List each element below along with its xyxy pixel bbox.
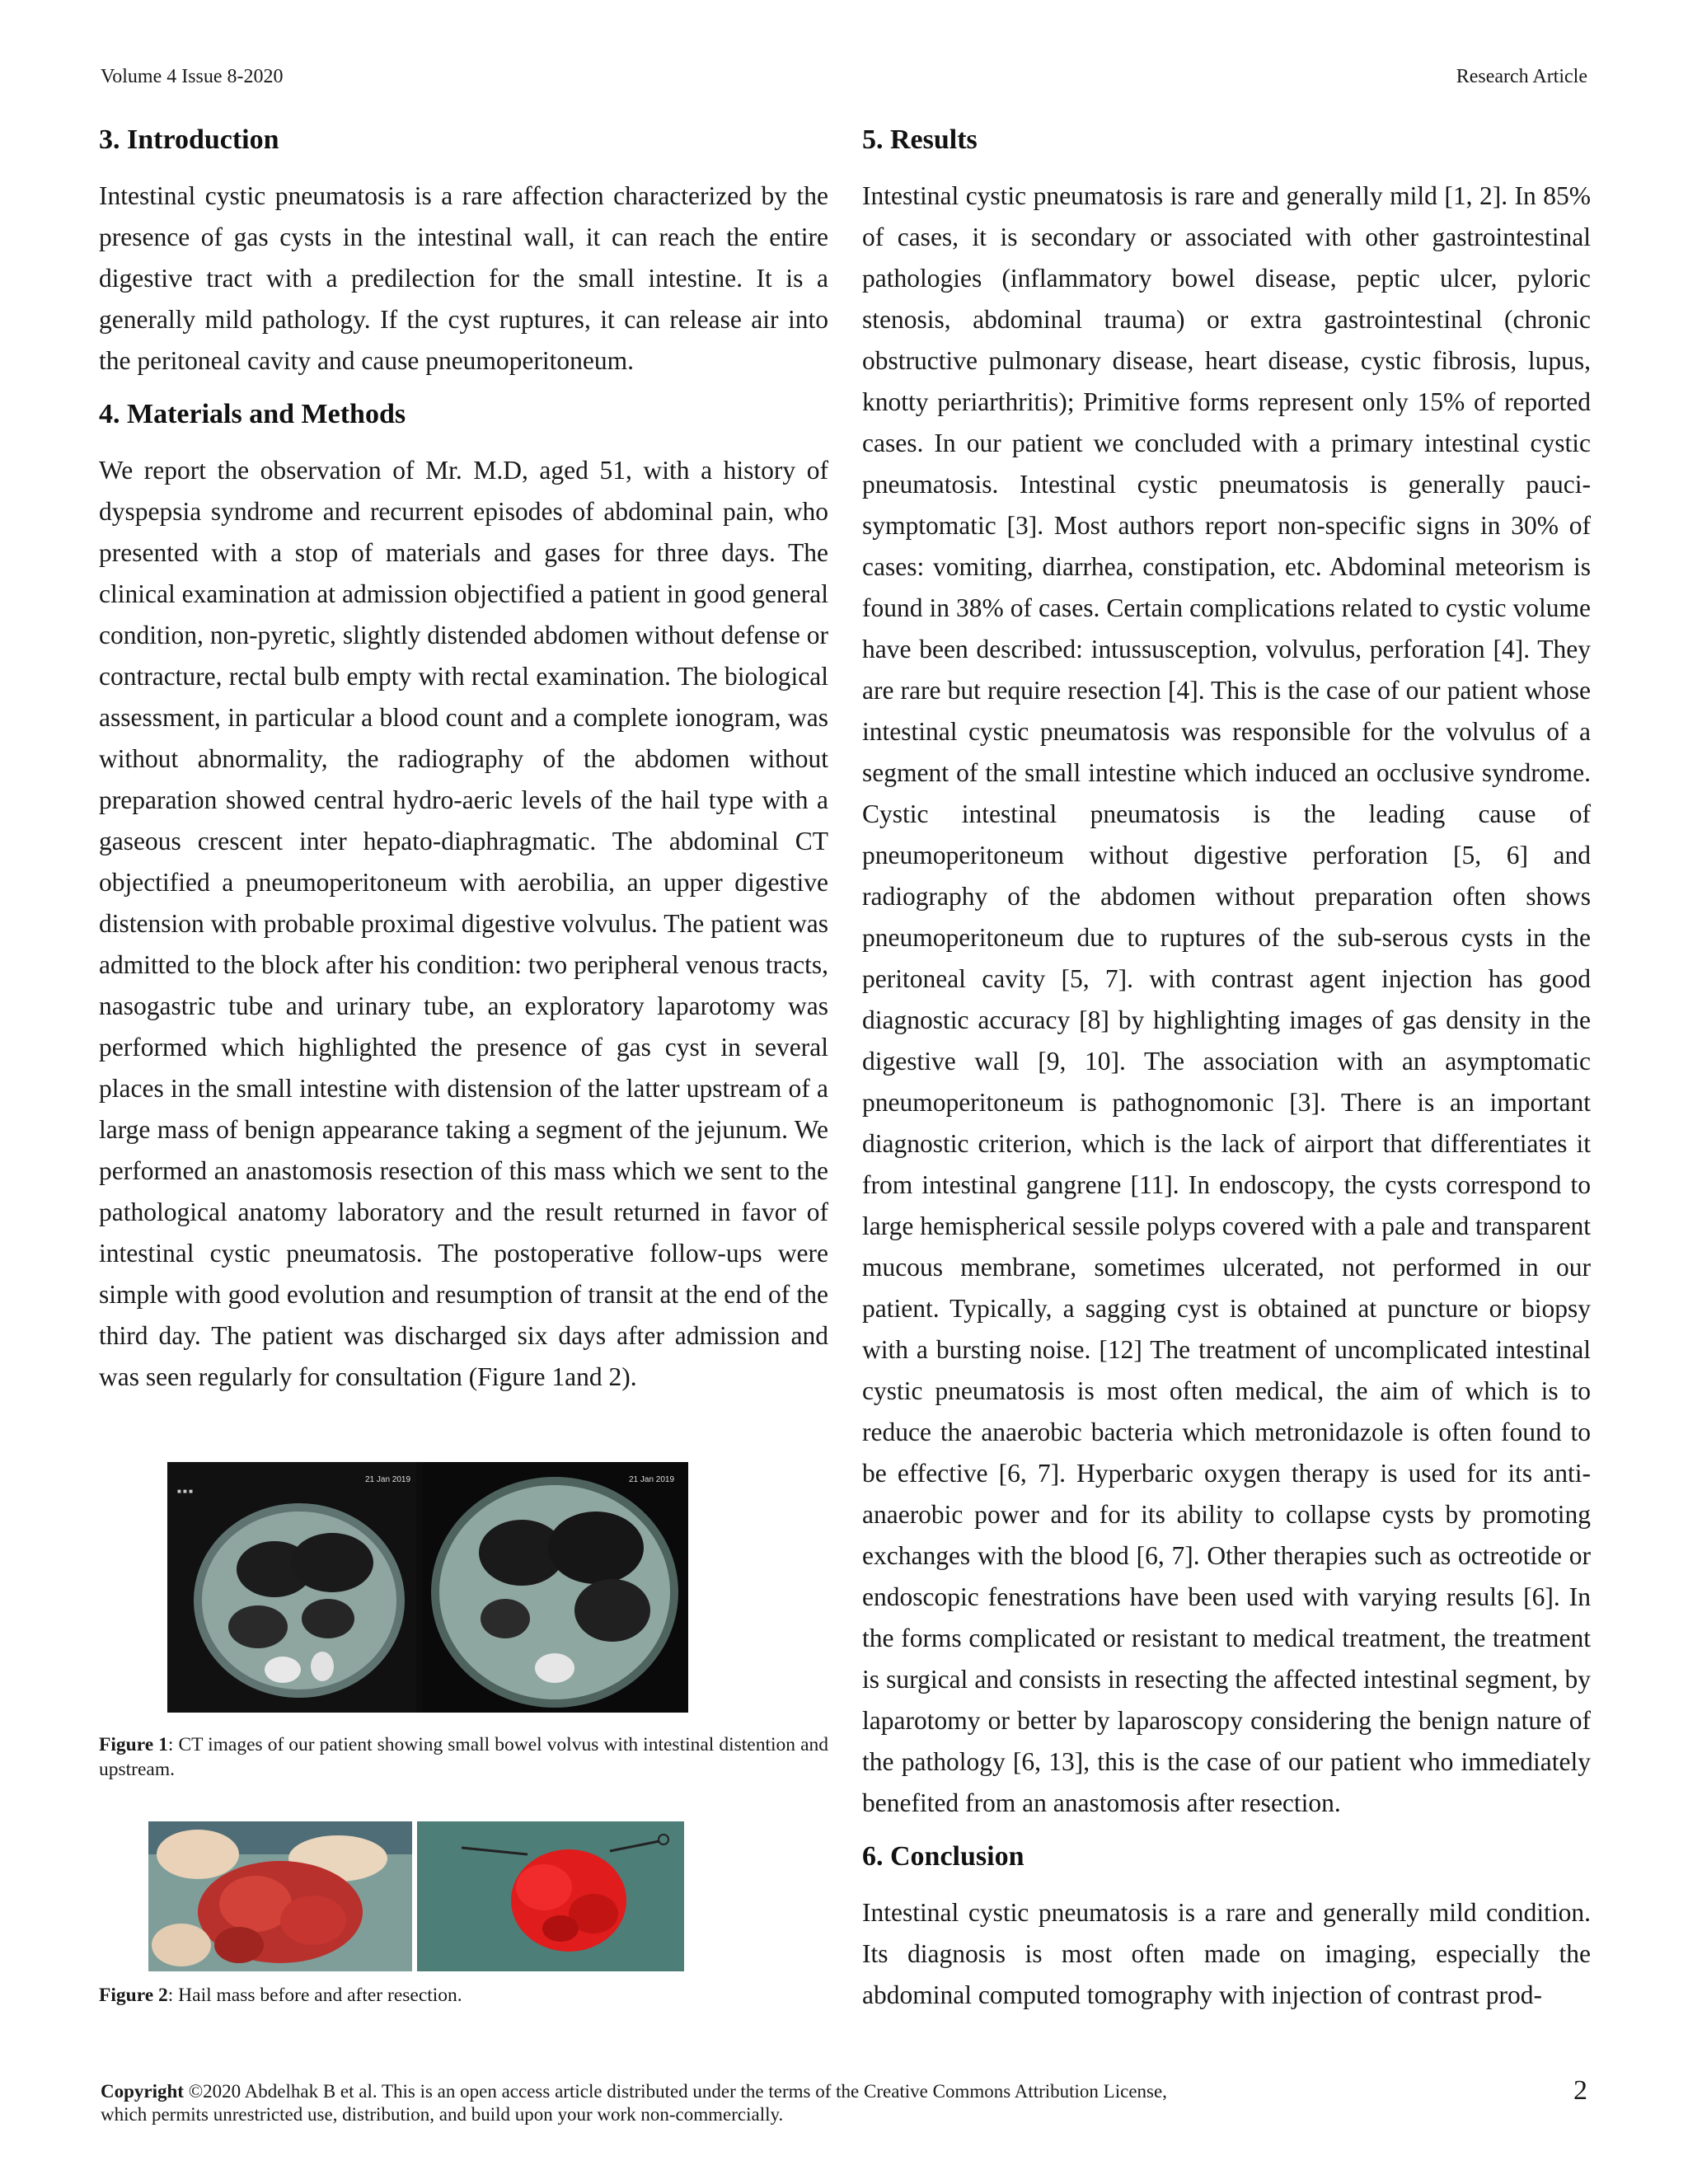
journal-volume-header: Volume 4 Issue 8-2020 [101, 66, 284, 87]
introduction-heading: 3. Introduction [99, 124, 279, 155]
right-column [862, 124, 1591, 2032]
conclusion-paragraph: Intestinal cystic pneumatosis is a rare and generally mild condition. Its diagnosis is most often made on imaging, especially the abdominal computed tomography with injection of contrast prod- [862, 1897, 1591, 2009]
methods-paragraph: We report the observation of Mr. M.D, aged 51, with a history of dyspepsia syndrome and recurrent episodes of abdominal pain, who presented with a stop of materials and gases for three days. The clinical examination at admission objectified a patient in good general condition, non-pyretic, slightly distended abdomen without defense or contracture, rectal bulb empty with rectal examination. The biological assessment, in particular a blood count and a complete ionogram, was without abnormality, the radiography of the abdomen without preparation showed central hydro-aeric levels of the hail type with a gaseous crescent inter hepato-diaphragmatic. The abdominal CT objectified a pneumoperitoneum with aerobilia, an upper digestive distension with probable proximal digestive volvulus. The patient was admitted to the block after his condition: two peripheral venous tracts, nasogastric tube and urinary tube, an exploratory laparotomy was performed which highlighted the presence of gas cyst in several places in the small intestine with distension of the latter upstream of a large mass of benign appearance taking a segment of the jejunum. We performed an anastomosis resection of this mass which we sent to the pathological anatomy laboratory and the result returned in favor of intestinal cystic pneumatosis. The postoperative follow-ups were simple with good evolution and resumption of transit at the end of the third day. The patient was discharged six days after admission and was seen regularly for consultation (Figure 1and 2). [99, 455, 828, 1391]
svg-text:■ ■ ■: ■ ■ ■ [177, 1488, 193, 1495]
conclusion-heading: 6. Conclusion [862, 1840, 1025, 1872]
copyright-notice [101, 2080, 1189, 2126]
figure-2-caption-text: : Hail mass before and after resection. [167, 1985, 462, 2006]
ct-scan-image [167, 1462, 688, 1713]
left-column [99, 124, 828, 1414]
surgical-photo [148, 1821, 684, 1971]
page-number: 2 [1573, 2075, 1587, 2106]
figure-1 [99, 1462, 829, 1780]
copyright-text: ©2020 Abdelhak B et al. This is an open access article distributed under the terms of the Creative Commons Attribution License, which permits unrestricted use, distribution, and build upon your work non-commercially. [101, 2081, 1167, 2125]
ct-date-label-left: 21 Jan 2019 [365, 1475, 411, 1484]
methods-heading: 4. Materials and Methods [99, 398, 406, 429]
figure-2-caption [99, 1983, 828, 2008]
photo-after-resection [417, 1821, 684, 1971]
ct-slice-right [423, 1462, 688, 1713]
copyright-label: Copyright [101, 2081, 184, 2102]
figure-1-label: Figure 1 [99, 1734, 168, 1755]
results-paragraph: Intestinal cystic pneumatosis is rare and generally mild [1, 2]. In 85% of cases, it is secondary or associated with other gastrointestinal pathologies (inflammatory bowel disease, peptic ulcer, pyloric stenosis, abdominal trauma) or extra gastrointestinal (chronic obstructive pulmonary disease, heart disease, cystic fibrosis, lupus, knotty periarthritis); Primitive forms represent only 15% of reported cases. In our patient we concluded with a primary intestinal cystic pneumatosis. Intestinal cystic pneumatosis is generally pauci-symptomatic [3]. Most authors report non-specific signs in 30% of cases: vomiting, diarrhea, constipation, etc. Abdominal meteorism is found in 38% of cases. Certain complications related to cystic volume have been described: intussusception, volvulus, perforation [4]. They are rare but require resection [4]. This is the case of our patient whose intestinal cystic pneumatosis was responsible for the volvulus of a segment of the small intestine which induced an occlusive syndrome. Cystic intestinal pneumatosis is the leading cause of pneumoperitoneum without digestive perforation [5, 6] and radiography of the abdomen without preparation often shows pneumoperitoneum due to ruptures of the sub-serous cysts in the peritoneal cavity [5, 7]. with contrast agent injection has good diagnostic accuracy [8] by highlighting images of gas density in the digestive wall [9, 10]. The association with an asymptomatic pneumoperitoneum is pathognomonic [3]. There is an important diagnostic criterion, which is the lack of airport that differentiates it from intestinal gangrene [11]. In endoscopy, the cysts correspond to large hemispherical sessile polyps covered with a pale and transparent mucous membrane, sometimes ulcerated, not performed in our patient. Typically, a sagging cyst is obtained at puncture or biopsy with a bursting noise. [12] The treatment of uncomplicated intestinal cystic pneumatosis is most often medical, the aim of which is to reduce the anaerobic bacteria which metronidazole is often found to be effective [6, 7]. Hyperbaric oxygen therapy is used for its anti-anaerobic power and for its ability to collapse cysts by promoting exchanges with the blood [6, 7]. Other therapies such as octreotide or endoscopic fenestrations have been used with varying results [6]. In the forms complicated or resistant to medical treatment, the treatment is surgical and consists in resecting the affected intestinal segment, by laparotomy or better by laparoscopy considering the benign nature of the pathology [6, 13], this is the case of our patient who immediately benefited from an anastomosis after resection. [862, 180, 1591, 1817]
article-type-header: Research Article [1456, 66, 1587, 87]
figure-2-label: Figure 2 [99, 1985, 168, 2006]
ct-date-label-right: 21 Jan 2019 [629, 1475, 675, 1484]
introduction-paragraph: Intestinal cystic pneumatosis is a rare affection characterized by the presence of gas cysts in the intestinal wall, it can reach the entire digestive tract with a predilection for the small intestine. It is a generally mild pathology. If the cyst ruptures, it can release air into the peritoneal cavity and cause pneumoperitoneum. [99, 180, 828, 375]
figure-1-caption-text: : CT images of our patient showing small bowel volvus with intestinal distention and upstream. [99, 1734, 829, 1780]
figure-2 [99, 1821, 684, 2006]
photo-before-resection [148, 1821, 412, 1971]
figure-1-caption [99, 1732, 828, 1782]
ct-slice-left [167, 1462, 416, 1713]
results-heading: 5. Results [862, 124, 978, 155]
